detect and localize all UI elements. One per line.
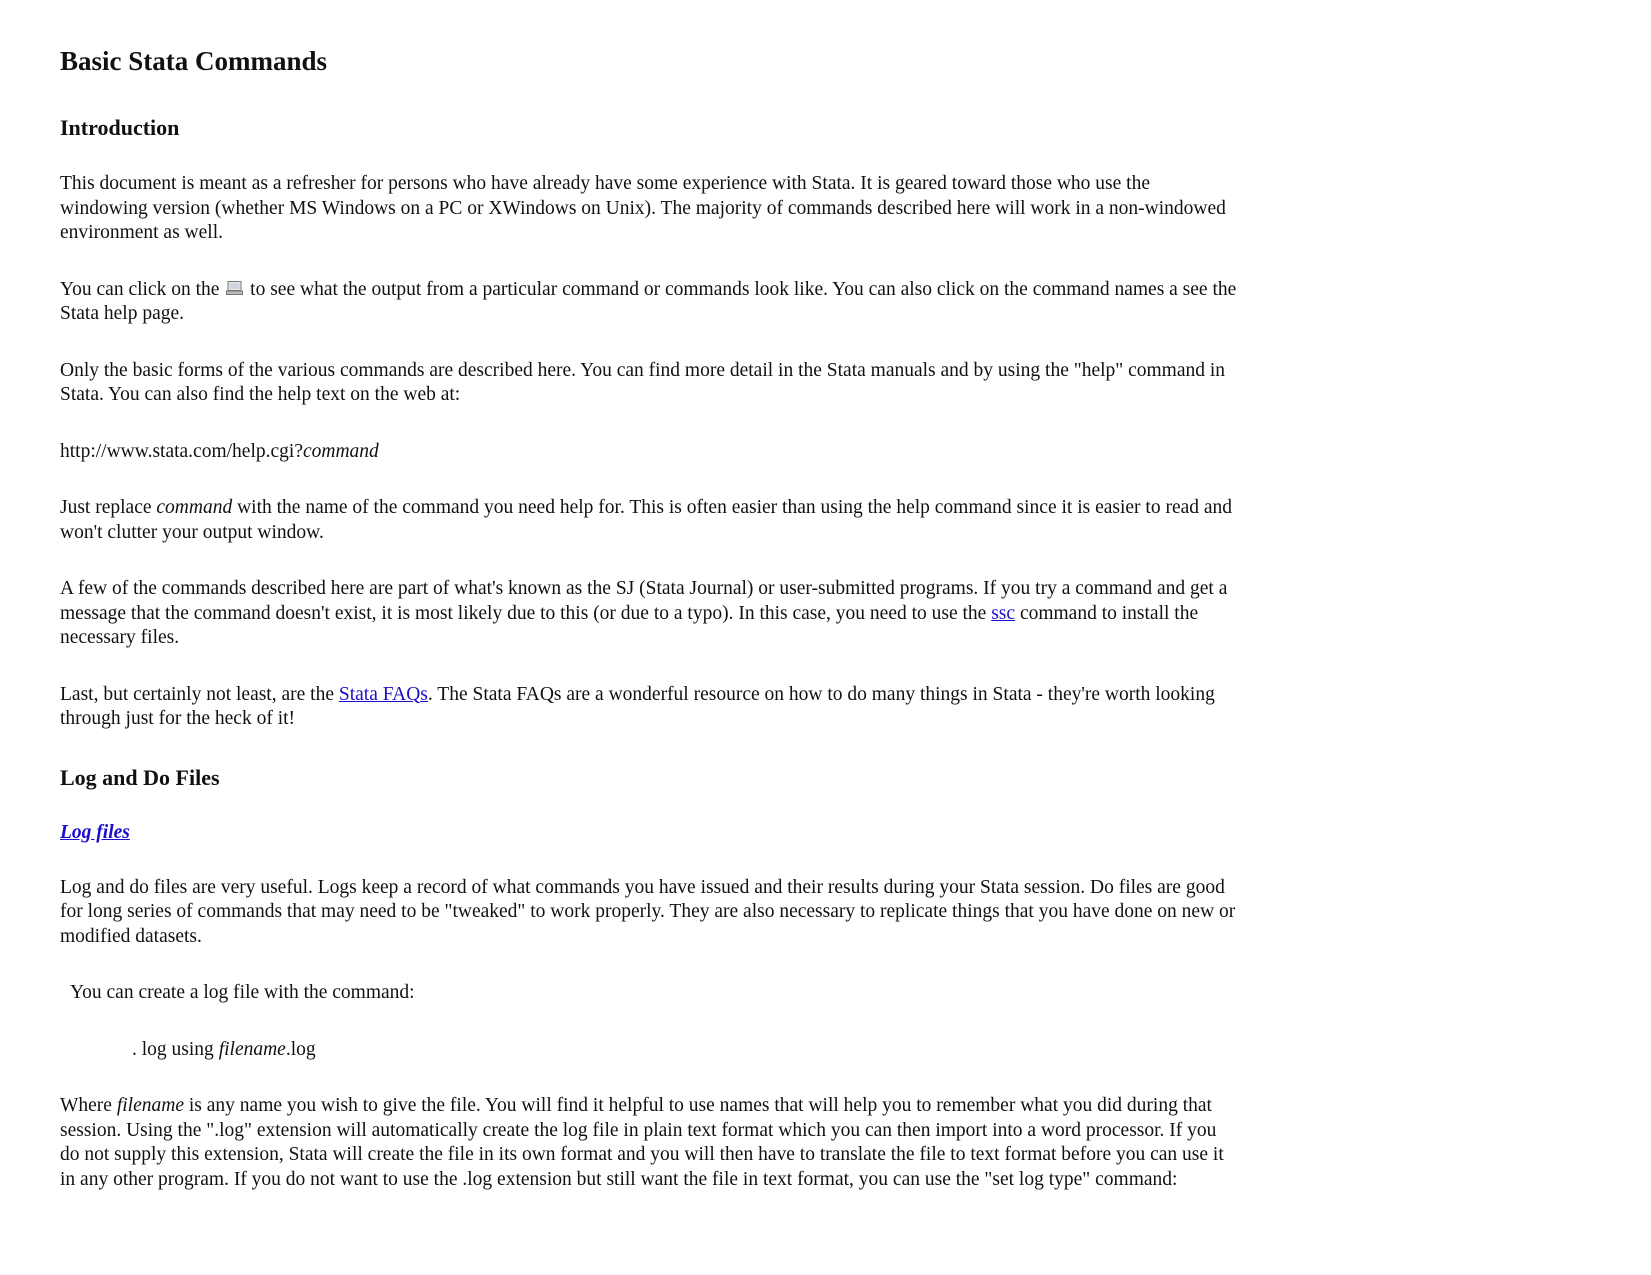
log-files-subheading <box>60 820 1240 846</box>
log-files-link[interactable]: Log files <box>60 821 130 843</box>
intro-p5-b: command to install the necessary files. <box>60 602 1199 648</box>
page-title: Basic Stata Commands <box>60 46 328 76</box>
intro-heading: Introduction <box>60 115 180 140</box>
intro-paragraph-3: Only the basic forms of the various commands are described here. You can find more detail in the Stata manuals and by using the "help" command in Stata. You can also find the help text on the web at: <box>60 359 1226 405</box>
intro-p4-variable: command <box>156 497 233 518</box>
logdo-p3-variable: filename <box>116 1095 184 1116</box>
log-cmd-variable: filename <box>218 1038 286 1060</box>
intro-p2-before: You can click on the <box>60 278 220 300</box>
logdo-p3-b: is any name you wish to give the file. You will find it helpful to use names that will help you to remember what you did during that session. Using the ".log" extension will automatically create the log file in plain text format which you can then import into a word processor. If you do not supply this extension, Stata will create the file in its own format and you will then have to translate the file to text format before you can use it in any other program. If you do not want to use the .log extension but still want the file in text format, you can use the "set log type" command: <box>60 1095 1224 1190</box>
logdo-p3-a: Where <box>60 1095 112 1116</box>
stata-faqs-link[interactable]: Stata FAQs <box>338 683 428 705</box>
intro-p2-after: to see what the output from a particular command or commands look like. You can also click on the command names a see the Stata help page. <box>60 278 1237 324</box>
help-url-prefix: http://www.stata.com/help.cgi? <box>60 440 303 462</box>
intro-paragraph-4 <box>60 496 1240 545</box>
log-cmd-b: .log <box>285 1038 316 1060</box>
intro-p4-b: with the name of the command you need help for. This is often easier than using the help command since it is easier to read and won't clutter your output window. <box>60 497 1233 543</box>
intro-p6-a: Last, but certainly not least, are the <box>60 683 334 705</box>
help-url <box>60 440 1240 465</box>
intro-p6-b: . The Stata FAQs are a wonderful resource on how to do many things in Stata - they're worth looking through just for the heck of it! <box>60 683 1215 729</box>
intro-paragraph-1: This document is meant as a refresher for persons who have already have some experience with Stata. It is geared toward those who use the windowing version (whether MS Windows on a PC or XWindows on Unix). The majority of commands described here will work in a non-windowed environment as well. <box>60 173 1226 243</box>
intro-paragraph-5 <box>60 577 1240 651</box>
document-body <box>60 44 1240 1224</box>
log-do-files-heading: Log and Do Files <box>60 764 220 790</box>
ssc-link[interactable]: ssc <box>991 602 1016 624</box>
intro-p5-a: A few of the commands described here are part of what's known as the SJ (Stata Journal) or user-submitted programs. If you try a command and get a message that the command doesn't exist, it is most likely due to this (or due to a typo). In this case, you need to use the <box>60 578 1228 624</box>
logdo-paragraph-2: You can create a log file with the command: <box>70 982 415 1003</box>
log-using-command <box>60 1038 1240 1063</box>
logdo-paragraph-3 <box>60 1094 1240 1192</box>
intro-p4-a: Just replace <box>60 497 152 518</box>
logdo-paragraph-1: Log and do files are very useful. Logs keep a record of what commands you have issued and their results during your Stata session. Do files are good for long series of commands that may need to be "tweaked" to work properly. They are also necessary to replicate things that you have done on new or modified datasets. <box>60 876 1236 947</box>
intro-paragraph-2 <box>60 278 1240 327</box>
log-cmd-a: . log using <box>132 1038 214 1060</box>
help-url-variable: command <box>302 440 379 462</box>
intro-paragraph-6 <box>60 683 1240 732</box>
computer-output-icon[interactable] <box>226 280 243 296</box>
